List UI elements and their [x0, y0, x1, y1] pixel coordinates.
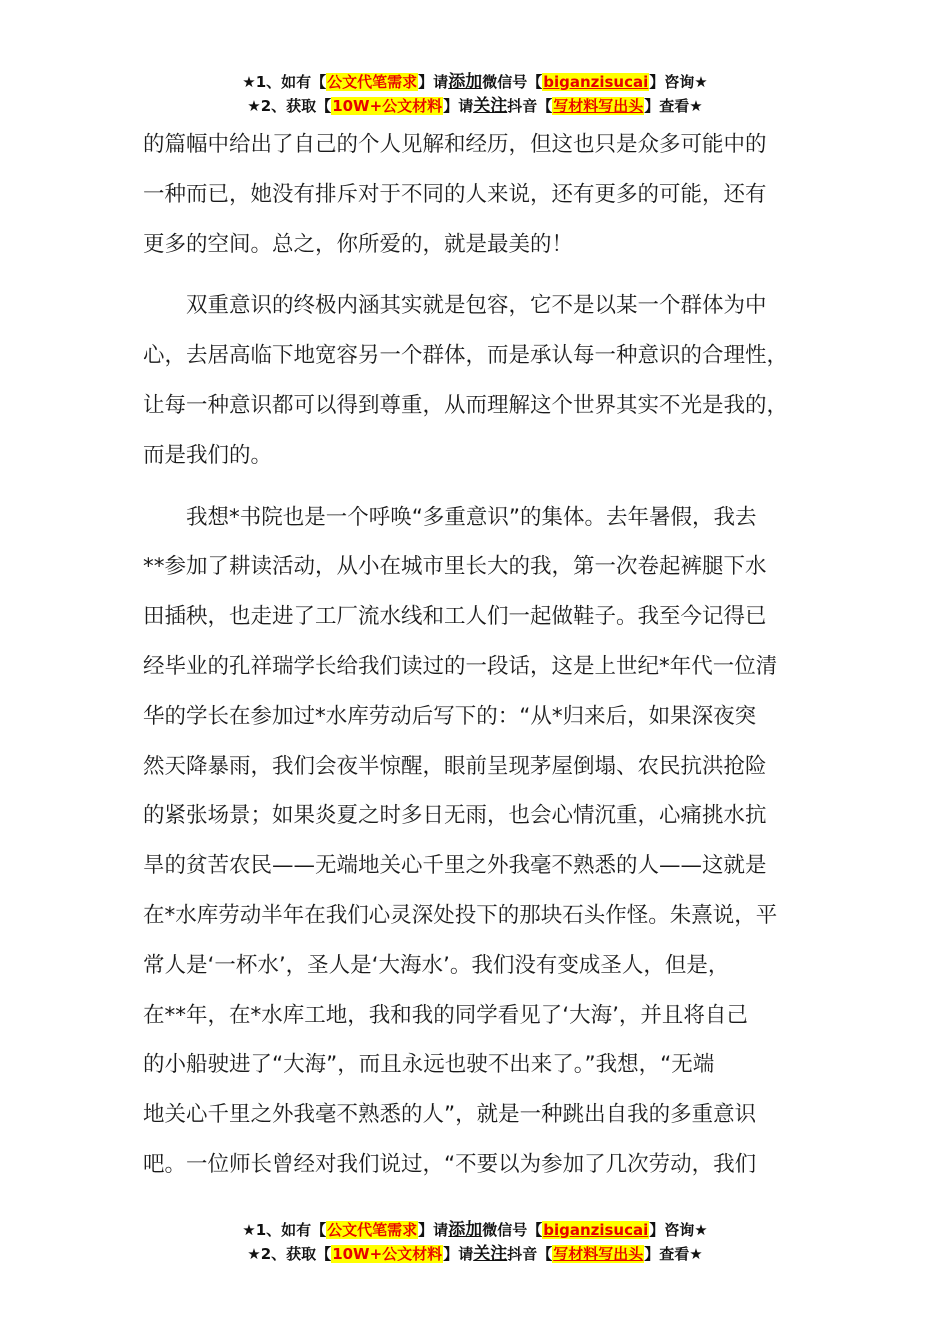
text-line: 华的学长在参加过*水库劳动后写下的：“从*归来后，如果深夜突	[143, 703, 757, 729]
banner-text: 】咨询★	[649, 73, 708, 91]
text-line: 一种而已，她没有排斥对于不同的人来说，还有更多的可能，还有	[143, 181, 767, 207]
banner-text: 抖音【	[507, 1245, 553, 1263]
text-line: 田插秧，也走进了工厂流水线和工人们一起做鞋子。我至今记得已	[143, 604, 767, 630]
banner-text: 】请	[443, 97, 474, 115]
douyin-account-link[interactable]: 写材料写出头	[553, 97, 644, 115]
banner-text: ★1、如有【	[242, 1221, 327, 1239]
banner-line-2	[0, 1242, 950, 1266]
underlined-add: 添加	[448, 72, 483, 92]
highlight-materials: 10W+公文材料	[332, 97, 443, 115]
text-line: **参加了耕读活动，从小在城市里长大的我，第一次卷起裤腿下水	[143, 554, 767, 580]
underlined-add: 添加	[448, 1220, 483, 1240]
paragraph-1	[143, 120, 833, 269]
paragraph-3	[143, 493, 833, 1190]
text-line: 心，去居高临下地宽容另一个群体，而是承认每一种意识的合理性，	[143, 343, 789, 369]
banner-line-2	[0, 94, 950, 118]
banner-text: ★1、如有【	[242, 73, 327, 91]
text-line: 在**年，在*水库工地，我和我的同学看见了‘大海’，并且将自己	[143, 1002, 748, 1028]
header-banner	[0, 70, 950, 118]
banner-text: ★2、获取【	[247, 97, 332, 115]
banner-text: 微信号【	[482, 73, 543, 91]
banner-text: 】请	[443, 1245, 474, 1263]
footer-banner	[0, 1218, 950, 1266]
paragraph-2	[143, 281, 833, 480]
document-body	[143, 120, 833, 1202]
underlined-follow: 关注	[473, 1244, 508, 1264]
wechat-id-link[interactable]: biganzisucai	[543, 73, 649, 91]
banner-text: 】请	[418, 1221, 449, 1239]
banner-line-1	[0, 70, 950, 94]
banner-text: 】咨询★	[649, 1221, 708, 1239]
text-line: 更多的空间。总之，你所爱的，就是最美的！	[143, 231, 574, 257]
wechat-id-link[interactable]: biganzisucai	[543, 1221, 649, 1239]
text-line: 我想*书院也是一个呼唤“多重意识”的集体。去年暑假，我去	[186, 504, 757, 530]
text-line: 的紧张场景；如果炎夏之时多日无雨，也会心情沉重，心痛挑水抗	[143, 803, 767, 829]
underlined-follow: 关注	[473, 96, 508, 116]
text-line: 在*水库劳动半年在我们心灵深处投下的那块石头作怪。朱熹说，平	[143, 902, 778, 928]
banner-text: 微信号【	[482, 1221, 543, 1239]
banner-text: ★2、获取【	[247, 1245, 332, 1263]
banner-text: 】请	[418, 73, 449, 91]
text-line: 常人是‘一杯水’，圣人是‘大海水’。我们没有变成圣人，但是，	[143, 952, 730, 978]
highlight-service: 公文代笔需求	[327, 73, 418, 91]
text-line: 的篇幅中给出了自己的个人见解和经历，但这也只是众多可能中的	[143, 132, 767, 157]
text-line: 地关心千里之外我毫不熟悉的人”，就是一种跳出自我的多重意识	[143, 1102, 757, 1128]
banner-text: 】查看★	[644, 97, 703, 115]
text-line: 旱的贫苦农民——无端地关心千里之外我毫不熟悉的人——这就是	[143, 853, 767, 879]
douyin-account-link[interactable]: 写材料写出头	[553, 1245, 644, 1263]
highlight-materials: 10W+公文材料	[332, 1245, 443, 1263]
banner-text: 】查看★	[644, 1245, 703, 1263]
banner-line-1	[0, 1218, 950, 1242]
text-line: 经毕业的孔祥瑞学长给我们读过的一段话，这是上世纪*年代一位清	[143, 653, 778, 679]
text-line: 的小船驶进了“大海”，而且永远也驶不出来了。”我想，“无端	[143, 1052, 715, 1078]
banner-text: 抖音【	[507, 97, 553, 115]
text-line: 然天降暴雨，我们会夜半惊醒，眼前呈现茅屋倒塌、农民抗洪抢险	[143, 753, 767, 779]
text-line: 双重意识的终极内涵其实就是包容，它不是以某一个群体为中	[186, 293, 767, 319]
highlight-service: 公文代笔需求	[327, 1221, 418, 1239]
text-line: 吧。一位师长曾经对我们说过，“不要以为参加了几次劳动，我们	[143, 1151, 757, 1177]
text-line: 让每一种意识都可以得到尊重，从而理解这个世界其实不光是我的，	[143, 392, 789, 418]
text-line: 而是我们的。	[143, 442, 273, 468]
